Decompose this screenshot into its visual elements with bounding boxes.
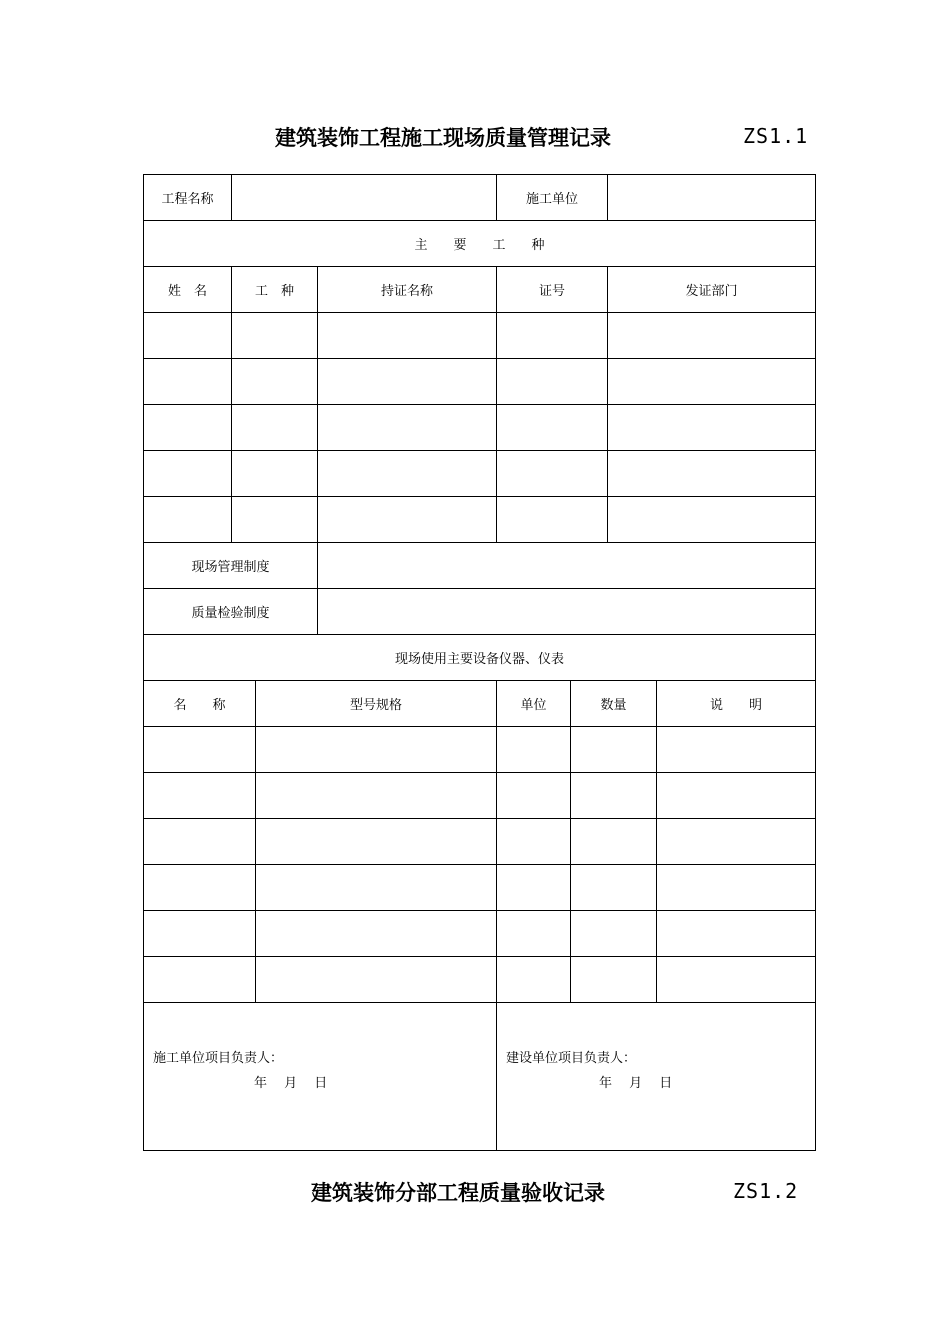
col-header-model: 型号规格 (349, 698, 402, 713)
owner-sign-label: 建设单位项目负责人： (506, 1051, 637, 1066)
site-mgmt-value[interactable] (318, 543, 815, 588)
construction-unit-label: 施工单位 (525, 192, 578, 207)
equipment-header: 现场使用主要设备仪器、仪表 (394, 652, 564, 667)
quality-check-value[interactable] (318, 589, 815, 634)
col-header-unit: 单位 (520, 698, 547, 713)
col-header-cert-number: 证号 (538, 284, 565, 299)
col-header-certificate: 持证名称 (380, 284, 433, 299)
form-title: 建筑装饰工程施工现场质量管理记录 (275, 125, 611, 150)
second-form-code: ZS1.2 (733, 1179, 799, 1203)
main-trades-header: 主 要 工 种 (414, 238, 545, 253)
quality-check-label: 质量检验制度 (191, 606, 270, 621)
construction-unit-value[interactable] (608, 175, 815, 220)
col-header-name: 姓 名 (167, 284, 207, 299)
project-name-value[interactable] (232, 175, 496, 220)
col-header-trade: 工 种 (254, 284, 294, 299)
second-form-title: 建筑装饰分部工程质量验收记录 (311, 1180, 605, 1205)
col-header-remarks: 说 明 (709, 698, 762, 713)
col-header-issuer: 发证部门 (685, 284, 738, 299)
col-header-equip-name: 名 称 (173, 698, 226, 713)
owner-sign-date: 年 月 日 (599, 1076, 673, 1091)
site-mgmt-label: 现场管理制度 (191, 560, 270, 575)
construction-sign-date: 年 月 日 (254, 1076, 328, 1091)
col-header-quantity: 数量 (600, 698, 627, 713)
project-name-label: 工程名称 (161, 192, 214, 207)
construction-sign-label: 施工单位项目负责人： (153, 1051, 284, 1066)
form-code: ZS1.1 (743, 124, 809, 148)
